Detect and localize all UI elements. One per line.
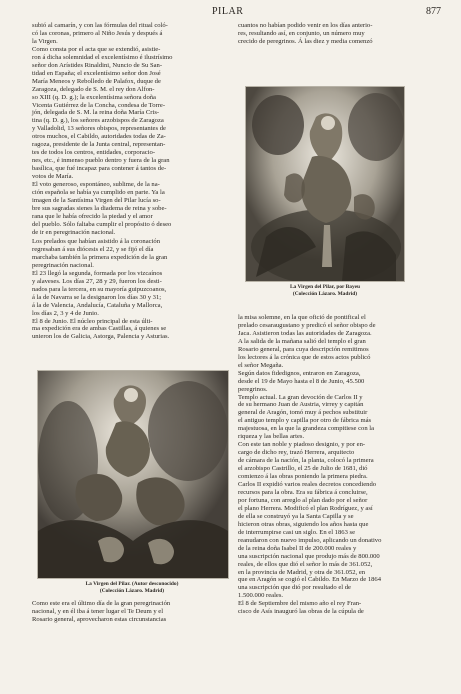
text-line: votos de María.	[32, 173, 74, 181]
left-column-top	[32, 22, 232, 237]
text-line: bre sus sagradas sienes la diadema de reina y sobe-	[32, 204, 167, 212]
text-line: Con este tan noble y piadoso designio, y por en-	[238, 441, 366, 449]
text-line: có las coronas, primero al Niño Jesús y después á	[32, 29, 163, 37]
text-line: ma expedición era de ambas Castillas, á quienes se	[32, 325, 167, 333]
text-line: Rosario general, para cuya descripción remitimos	[238, 345, 369, 353]
text-line: peregrinos.	[238, 385, 268, 393]
text-line: nacional, y en él iba á tener lugar el Te Deum y el	[32, 607, 164, 615]
text-line: y alaveses. Los días 27, 28 y 29, fueron los desti-	[32, 277, 162, 285]
text-line: tina (q. D. g.), los señores arzobispos de Zaragoza	[32, 117, 164, 125]
text-line: unieron los de Galicia, Astorga, Palencia y Asturias.	[32, 333, 170, 341]
text-line: Carlos II expidió varios reales decretos concediendo	[238, 481, 377, 489]
text-line: ragoza, presidente de la Junta central, representan-	[32, 141, 166, 149]
text-line: subió al camarín, y con las fórmulas del ritual coló-	[32, 22, 168, 29]
text-line: los lectores á la crónica que de estos actos publicó	[238, 353, 371, 361]
text-line: desde el 19 de Mayo hasta el 8 de Junio, 45.500	[238, 377, 365, 385]
text-line: prelado cesaraugustano y predicó el señor obispo de	[238, 321, 376, 329]
figure-caption	[32, 581, 232, 595]
text-line: general de Aragón, tomó muy á pechos substituir	[238, 409, 368, 417]
text-line: majestuosa, en la que la grandeza compitiese con la	[238, 425, 375, 433]
text-line: peregrinación nacional.	[32, 261, 94, 269]
text-line: crecido de peregrinos. Á las diez y media comenzó	[238, 37, 373, 45]
text-line: rana que le había ofrecido la piedad y el amor	[32, 212, 153, 220]
text-line: ción española se había ya cumplido en parte. Ya la	[32, 189, 165, 197]
figure-unknown-author	[32, 370, 232, 595]
text-line: marchaba también la primera expedición de la gran	[32, 253, 168, 261]
text-line: reanudaron con nuevo impulso, aplicando un donativo	[238, 536, 382, 544]
caption-source: (Colección Lázaro. Madrid)	[292, 291, 358, 297]
text-line: riqueza y las bellas artes.	[238, 433, 305, 441]
text-line: tes de todos los centros, entidades, corporacio-	[32, 149, 156, 157]
text-line: la Virgen.	[32, 37, 58, 45]
text-line: cisco de Asís inauguró las obras de la cúpula de	[238, 608, 364, 616]
figure-bayeu	[245, 86, 405, 298]
text-line: ron á dicha solemnidad el excelentísimo é ilustrísimo	[32, 53, 173, 61]
text-line: El voto generoso, espontáneo, sublime, de la na-	[32, 181, 160, 189]
text-line: tidad en España; el excelentísimo señor don José	[32, 69, 161, 77]
text-line: so XIII (q. D. g.); la excelentísima señora doña	[32, 93, 156, 101]
text-line: cuantos no habían podido venir en los días anterio-	[238, 22, 373, 29]
text-line: res, resultando así, en conjunto, un número muy	[238, 29, 365, 37]
text-line: recursos para la obra. Era su fábrica á concluirse,	[238, 488, 368, 496]
text-line: la misa solemne, en la que ofició de pontifical el	[238, 314, 366, 321]
engraving-virgin-unknown	[37, 370, 229, 579]
text-line: El 8 de Septiembre del mismo año el rey Fran-	[238, 600, 362, 608]
text-line: nes, etc., é inmenso pueblo dentro y fuera de la gran	[32, 157, 170, 165]
text-line: el antiguo templo y capilla por otro de fábrica más	[238, 417, 372, 425]
text-line: jón, delegada de S. M. la reina doña María Cris-	[32, 109, 160, 117]
text-line: Rosario general, aprovecharon estas circunstancias	[32, 615, 167, 623]
page-number: 877	[426, 6, 441, 17]
text-line: en la provincia de Madrid, y otra de 361.052, en	[238, 568, 366, 576]
text-line: Vicenta Gutiérrez de la Concha, condesa de Torre-	[32, 101, 166, 109]
text-line: Los prelados que habían asistido á la coronación	[32, 238, 160, 245]
text-line: Zaragoza, delegado de S. M. el rey don Alfon-	[32, 85, 155, 93]
text-line: regresaban á sus diócesis el 22, y se fijó el día	[32, 245, 154, 253]
caption-source: (Colección Lázaro. Madrid)	[99, 588, 165, 594]
text-line: Jaca. Asistieron todas las autoridades de Zaragoza.	[238, 329, 372, 337]
text-line: los días 2, 3 y 4 de Junio.	[32, 309, 99, 317]
right-column-bottom	[238, 314, 438, 616]
text-line: otros muchos, el Cabildo, autoridades todas de Za-	[32, 133, 166, 141]
engraving-image	[246, 87, 404, 281]
text-line: El 8 de Junio. El núcleo principal de esta últi-	[32, 317, 153, 325]
text-line: imagen de la Santísima Virgen del Pilar lucía so-	[32, 196, 161, 204]
text-line: de la reina doña Isabel II de 200.000 reales y	[238, 544, 357, 552]
text-line: del pueblo. Sólo faltaba cumplir el propósito ó deseo	[32, 220, 172, 228]
text-line: por fortuna, con arreglo al plan dado por el señor	[238, 496, 368, 504]
text-line: Según datos fidedignos, entraron en Zaragoza,	[238, 369, 361, 377]
text-line: nados para la tercera, en su mayoría guipuzcoanos,	[32, 285, 167, 293]
caption-title: La Virgen del Pilar. (Autor desconocido)	[85, 581, 179, 587]
text-line: Como este era el último día de la gran peregrinación	[32, 600, 171, 607]
text-line: que en Aragón se cogió el Cabildo. En Marzo de 1864	[238, 576, 382, 584]
text-line: de ir en peregrinación nacional.	[32, 228, 116, 236]
running-title: PILAR	[212, 6, 244, 17]
text-line: María Meneos y Rebolledo de Palafox, duque de	[32, 77, 161, 85]
text-line: á la de Navarra se la designaron los días 30 y 31;	[32, 293, 162, 301]
text-line: el arzobispo Castrillo, el 25 de Julio de 1681, dió	[238, 465, 368, 473]
text-line: comienzo á las obras poniendo la primera piedra.	[238, 473, 368, 481]
text-line: señor don Arístides Rinaldini, Nuncio de Su San-	[32, 61, 163, 69]
text-line: y Valladolid, 13 señores obispos, representantes de	[32, 125, 166, 133]
right-column-top	[238, 22, 438, 46]
text-line: de su hermano Juan de Austria, virrey y capitán	[238, 401, 364, 409]
text-line: de ella se construyó ya la Santa Capilla y se	[238, 512, 354, 520]
text-line: una suscripción que dió por resultado el de	[238, 584, 351, 592]
text-line: de interrumpirse casi un siglo. En el 1863 se	[238, 528, 356, 536]
text-line: el plano Herrera. Modificó el plan Rodríguez, y así	[238, 504, 373, 512]
text-line: á la de Valencia, Andalucía, Cataluña y Mallorca,	[32, 301, 163, 309]
engraving-image	[38, 371, 228, 578]
text-line: A la salida de la mañana salió del templo el gran	[238, 337, 366, 345]
text-line: Como consta por el acta que se extendió, asistie-	[32, 45, 161, 53]
figure-caption	[245, 284, 405, 298]
engraving-virgin-bayeu	[245, 86, 405, 282]
text-line: 1.500.000 reales.	[238, 592, 284, 600]
text-line: El 23 llegó la segunda, formada por los vizcaínos	[32, 269, 163, 277]
text-line: cargo de dicho rey, trazó Herrera, arquitecto	[238, 449, 355, 457]
text-line: una suscripción nacional que produjo más de 800.000	[238, 552, 380, 560]
page-header	[0, 6, 461, 20]
text-line: Templo actual. La gran devoción de Carlos II y	[238, 393, 363, 401]
text-line: reales, de ellos que dió el señor lo más de 361.052,	[238, 560, 373, 568]
text-line: el señor Megaña.	[238, 361, 284, 369]
text-line: basílica, que fué incapaz para contener á tantos de-	[32, 165, 167, 173]
left-column-middle	[32, 238, 232, 341]
text-line: de cámara de la nación, la planta, colocó la primera	[238, 457, 374, 465]
left-column-bottom	[32, 600, 232, 624]
caption-title: La Virgen del Pilar, por Bayeu	[289, 284, 361, 290]
text-line: hicieron otras obras, siguiendo los años hasta que	[238, 520, 369, 528]
